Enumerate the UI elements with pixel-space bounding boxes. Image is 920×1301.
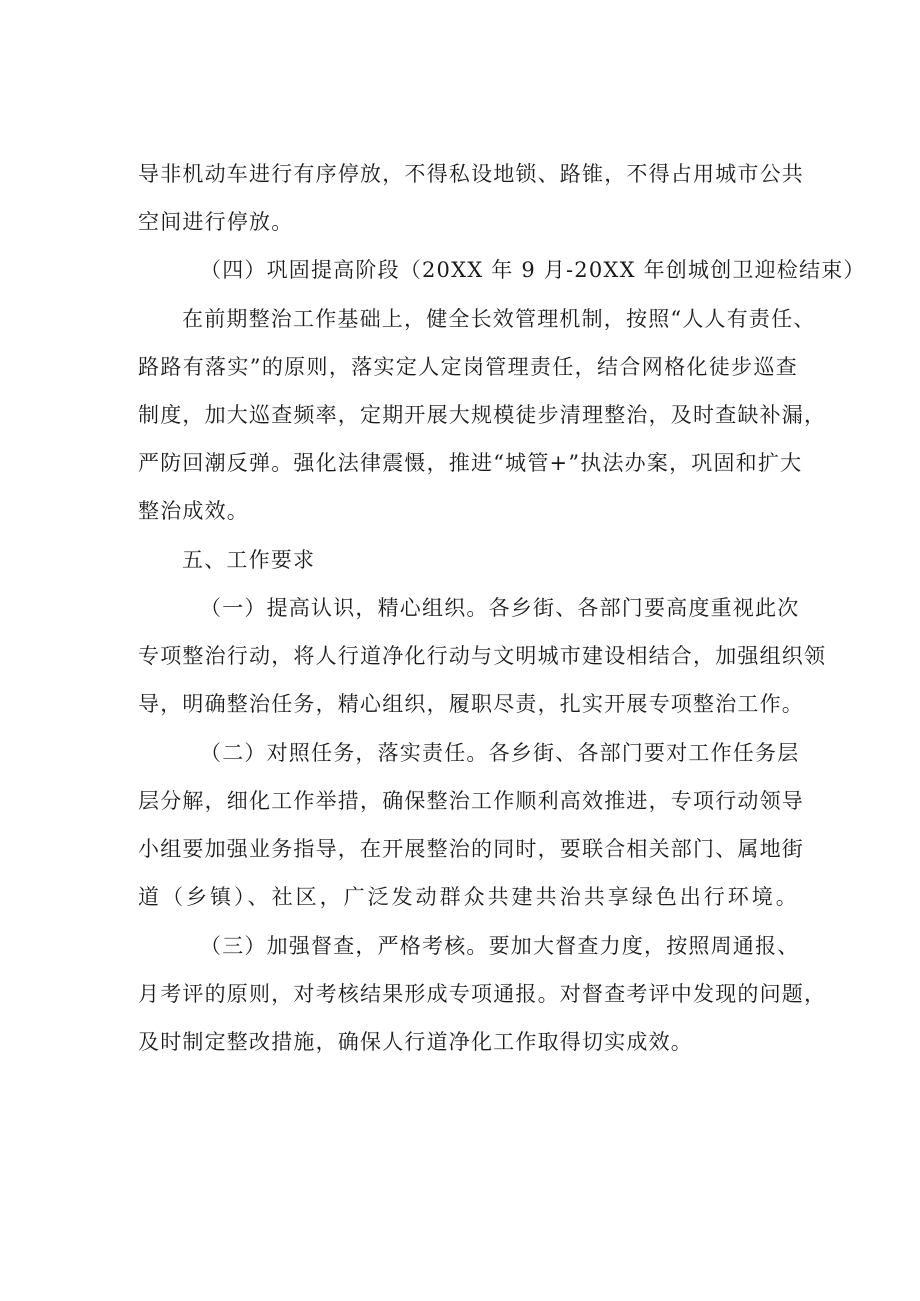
paragraph-line: 导，明确整治任务，精心组织，履职尽责，扎实开展专项整治工作。 (138, 692, 804, 716)
paragraph-line: 小组要加强业务指导，在开展整治的同时，要联合相关部门、属地街 (138, 837, 804, 861)
paragraph-line: 整治成效。 (138, 499, 249, 523)
phase-heading: （四）巩固提高阶段（20XX 年 9 月-20XX 年创城创卫迎检结束） (200, 258, 866, 282)
paragraph-line: 专项整治行动，将人行道净化行动与文明城市建设相结合，加强组织领 (138, 644, 827, 668)
paragraph-line: 制度，加大巡查频率，定期开展大规模徒步清理整治，及时查缺补漏， (138, 403, 827, 427)
paragraph-line: 空间进行停放。 (138, 210, 294, 234)
paragraph-line: 及时制定整改措施，确保人行道净化工作取得切实成效。 (138, 1030, 693, 1054)
paragraph-line: （三）加强督查，严格考核。要加大督查力度，按照周通报、 (200, 934, 800, 958)
paragraph-line: 层分解，细化工作举措，确保整治工作顺利高效推进，专项行动领导 (138, 789, 804, 813)
paragraph-line: 月考评的原则，对考核结果形成专项通报。对督查考评中发现的问题， (138, 982, 827, 1006)
paragraph-line: 路路有落实”的原则，落实定人定岗管理责任，结合网格化徒步巡查 (138, 355, 798, 379)
paragraph-line: （二）对照任务，落实责任。各乡街、各部门要对工作任务层 (200, 741, 800, 765)
paragraph-line: 导非机动车进行有序停放，不得私设地锁、路锥，不得占用城市公共 (138, 162, 804, 186)
paragraph-line: 在前期整治工作基础上，健全长效管理机制，按照“人人有责任、 (182, 307, 816, 331)
paragraph-line: （一）提高认识，精心组织。各乡街、各部门要高度重视此次 (200, 596, 800, 620)
paragraph-line: 严防回潮反弹。强化法律震慑，推进“城管+”执法办案，巩固和扩大 (138, 451, 803, 475)
paragraph-line: 道（乡镇）、社区，广泛发动群众共建共治共享绿色出行环境。 (138, 885, 798, 909)
section-heading: 五、工作要求 (182, 548, 316, 572)
